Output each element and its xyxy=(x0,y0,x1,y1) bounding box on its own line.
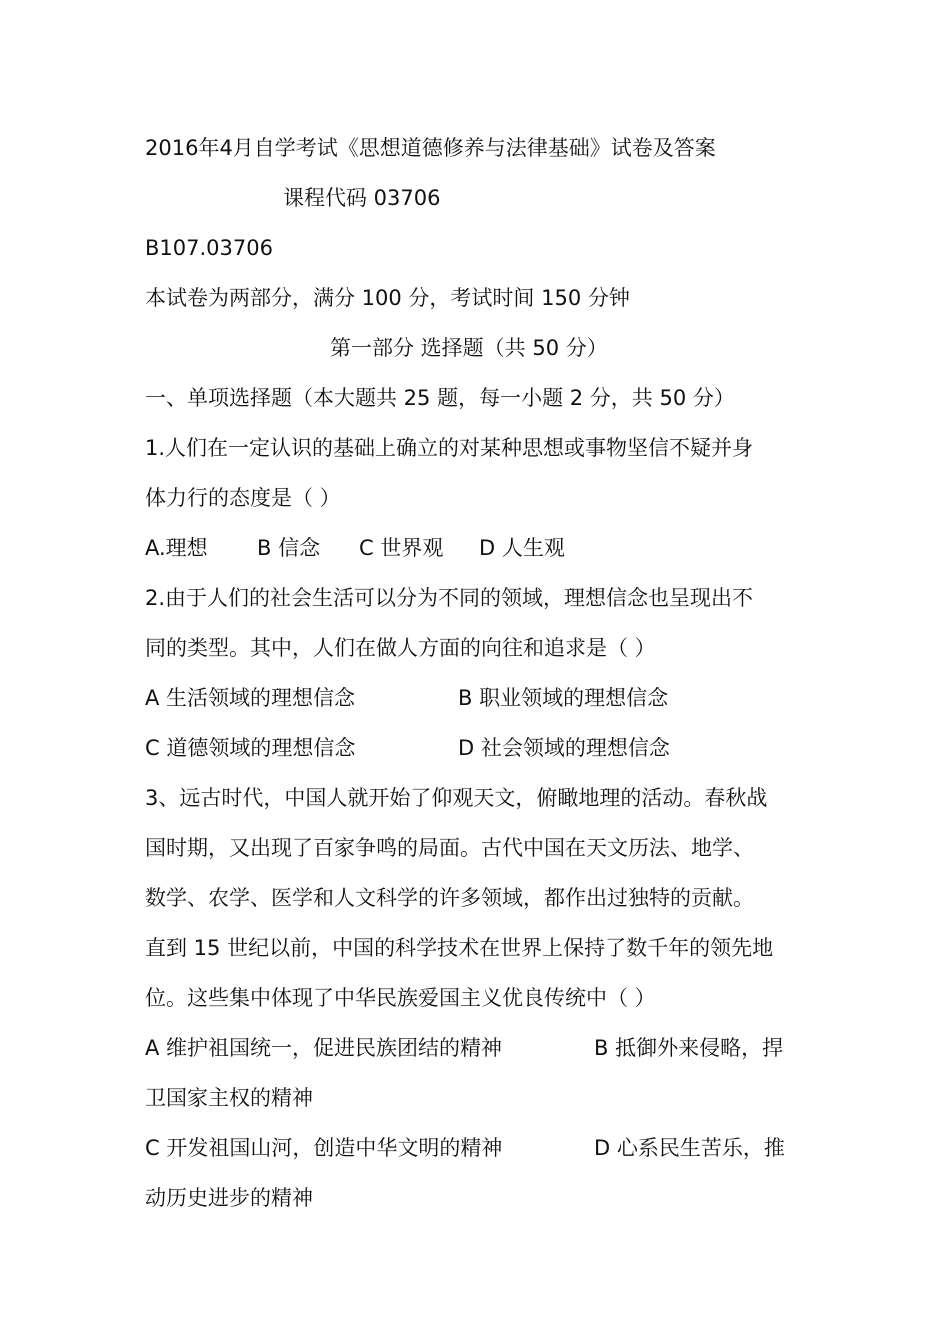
option-b: B 职业领域的理想信念 xyxy=(458,686,669,710)
exam-intro: 本试卷为两部分，满分 100 分，考试时间 150 分钟 xyxy=(145,286,630,310)
option-a: A.理想 xyxy=(145,536,208,560)
question-3-stem-line-4: 直到 15 世纪以前，中国的科学技术在世界上保持了数千年的领先地 xyxy=(145,936,774,960)
part-title: 第一部分 选择题（共 50 分） xyxy=(330,336,608,360)
question-2-stem-line-2: 同的类型。其中，人们在做人方面的向往和追求是（ ） xyxy=(145,636,656,660)
question-3-stem-line-2: 国时期，又出现了百家争鸣的局面。古代中国在天文历法、地学、 xyxy=(145,836,754,860)
paper-id: B107.03706 xyxy=(145,236,273,260)
section-title: 一、单项选择题（本大题共 25 题，每一小题 2 分，共 50 分） xyxy=(145,386,735,410)
document-title: 2016年4月自学考试《思想道德修养与法律基础》试卷及答案 xyxy=(145,136,716,160)
question-1-stem-line-1: 1.人们在一定认识的基础上确立的对某种思想或事物坚信不疑并身 xyxy=(145,436,754,460)
question-3-stem-line-1: 3、远古时代，中国人就开始了仰观天文，俯瞰地理的活动。春秋战 xyxy=(145,786,768,810)
question-1-stem-line-2: 体力行的态度是（ ） xyxy=(145,486,341,510)
option-d: D 人生观 xyxy=(479,536,565,560)
option-b: B 信念 xyxy=(257,536,321,560)
option-a: A 维护祖国统一，促进民族团结的精神 xyxy=(145,1036,503,1060)
option-d: D 心系民生苦乐，推 xyxy=(594,1136,785,1160)
question-2-stem-line-1: 2.由于人们的社会生活可以分为不同的领域，理想信念也呈现出不 xyxy=(145,586,754,610)
option-c: C 开发祖国山河，创造中华文明的精神 xyxy=(145,1136,503,1160)
course-code: 课程代码 03706 xyxy=(283,186,441,210)
option-d: D 社会领域的理想信念 xyxy=(458,736,670,760)
option-c: C 世界观 xyxy=(359,536,444,560)
question-3-stem-line-3: 数学、农学、医学和人文科学的许多领域，都作出过独特的贡献。 xyxy=(145,886,754,910)
option-d-continued: 动历史进步的精神 xyxy=(145,1186,313,1210)
option-c: C 道德领域的理想信念 xyxy=(145,736,356,760)
option-b-continued: 卫国家主权的精神 xyxy=(145,1086,313,1110)
option-b: B 抵御外来侵略，捍 xyxy=(594,1036,784,1060)
question-3-stem-line-5: 位。这些集中体现了中华民族爱国主义优良传统中（ ） xyxy=(145,986,656,1010)
option-a: A 生活领域的理想信念 xyxy=(145,686,356,710)
